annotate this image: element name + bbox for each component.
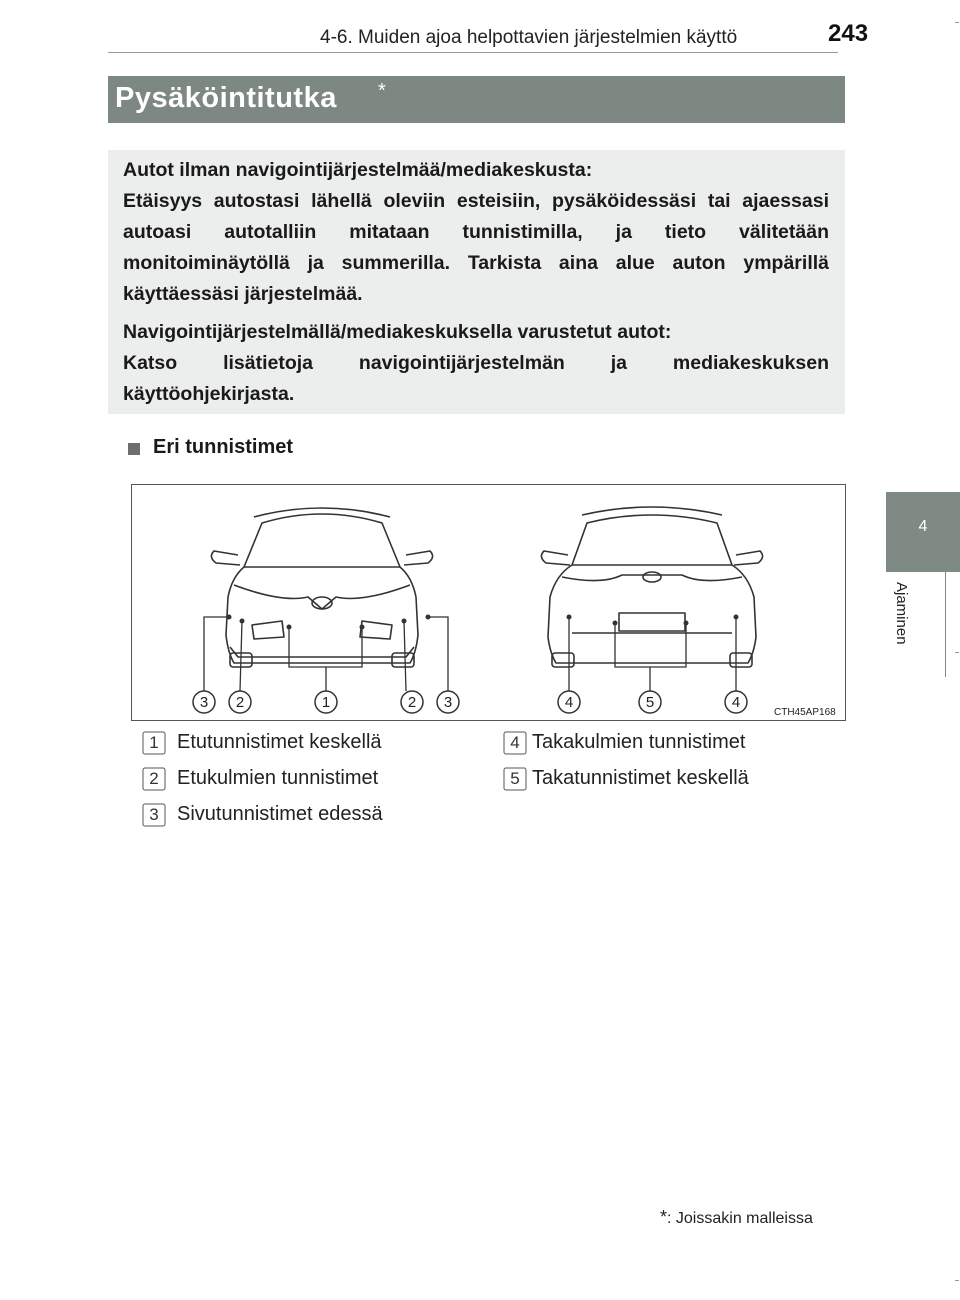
- legend-num-4: 4: [503, 731, 527, 755]
- section-title: 4-6. Muiden ajoa helpottavien järjestelmien käyttö: [320, 27, 738, 48]
- header-divider: [108, 52, 838, 53]
- sensor-dot: [402, 619, 407, 624]
- front-wheel-right: [392, 653, 414, 667]
- margin-tick: [955, 1280, 959, 1281]
- legend-text-1: Etutunnistimet keskellä: [177, 731, 382, 753]
- legend-num-5: 5: [503, 767, 527, 791]
- margin-tick: [955, 22, 959, 23]
- front-windshield: [244, 514, 400, 567]
- sensor-dot: [240, 619, 245, 624]
- leader-front-side-left: [204, 617, 229, 691]
- legend-text-2: Etukulmien tunnistimet: [177, 767, 379, 789]
- title-footnote-marker: *: [378, 80, 386, 102]
- footnote-text: : Joissakin malleissa: [667, 1210, 813, 1227]
- rear-wheel-right: [730, 653, 752, 667]
- callout-rear-corner-right: 4: [731, 694, 741, 711]
- info-paragraph-1-heading: Autot ilman navigointijärjestelmää/mediakeskusta:: [123, 159, 593, 181]
- front-lower-grille: [230, 647, 414, 657]
- page-title: Pysäköintitutka: [115, 82, 337, 114]
- info-paragraph-1: [123, 155, 829, 310]
- rear-mirror-right: [734, 551, 763, 565]
- chapter-tab-line: [945, 572, 946, 677]
- sensor-dot: [613, 621, 618, 626]
- front-body: [226, 567, 418, 663]
- leader-front-side-right: [428, 617, 448, 691]
- info-paragraph-2-body: Katso lisätietoja navigointijärjestelmän ja mediakeskuksen käyttöohjekirjasta.: [123, 352, 829, 405]
- footnote: [660, 1207, 813, 1228]
- sensor-dot: [426, 615, 431, 620]
- sub-heading: Eri tunnistimet: [153, 436, 294, 458]
- leader-front-corner-left: [240, 621, 242, 691]
- leader-front-center-bracket: [289, 627, 362, 667]
- figure-code: CTH45AP168: [774, 707, 836, 718]
- sensor-dot: [287, 625, 292, 630]
- sensor-dot: [567, 615, 572, 620]
- rear-emblem: [643, 572, 661, 582]
- info-paragraph-1-body: Etäisyys autostasi lähellä oleviin esteisiin, pysäköidessäsi tai ajaessasi autoasi autotalliin mitataan tunnistimilla, ja tieto välitetään monitoiminäytöllä ja summerilla. Tarkista aina alue auton ympärillä käyttäessäsi järjestelmää.: [123, 190, 829, 305]
- sensor-dot: [227, 615, 232, 620]
- front-foglight-left: [252, 621, 284, 639]
- square-bullet-icon: [128, 443, 140, 455]
- front-roof: [254, 508, 390, 517]
- legend-text-3: Sivutunnistimet edessä: [177, 803, 383, 825]
- legend-num-1: 1: [142, 731, 166, 755]
- legend-text-5: Takatunnistimet keskellä: [532, 767, 749, 789]
- chapter-number: 4: [918, 518, 928, 535]
- leader-rear-center-bracket: [615, 623, 686, 667]
- sensor-dot: [684, 621, 689, 626]
- callout-rear-corner-left: 4: [564, 694, 574, 711]
- rear-roof: [582, 507, 722, 515]
- front-mirror-right: [404, 551, 433, 565]
- front-mirror-left: [211, 551, 240, 565]
- car-sensor-illustration: [132, 485, 845, 720]
- callout-rear-center: 5: [645, 694, 655, 711]
- margin-tick: [955, 652, 959, 653]
- rear-mirror-left: [541, 551, 570, 565]
- callout-front-center: 1: [321, 694, 331, 711]
- legend-text-4: Takakulmien tunnistimet: [532, 731, 746, 753]
- sensor-figure: [131, 484, 846, 721]
- callout-front-corner-right: 2: [407, 694, 417, 711]
- callout-front-side-left: 3: [199, 694, 209, 711]
- footnote-marker: *: [660, 1207, 668, 1227]
- rear-taillight-line: [562, 575, 742, 581]
- sensor-dot: [734, 615, 739, 620]
- rear-wheel-left: [552, 653, 574, 667]
- info-paragraph-2-heading: Navigointijärjestelmällä/mediakeskuksella varustetut autot:: [123, 321, 672, 343]
- legend-num-3: 3: [142, 803, 166, 827]
- chapter-label-wrap: [888, 582, 932, 692]
- rear-license-plate: [619, 613, 685, 631]
- chapter-label: Ajaminen: [893, 582, 910, 645]
- callout-front-side-right: 3: [443, 694, 453, 711]
- legend-num-2: 2: [142, 767, 166, 791]
- info-paragraph-2: [123, 317, 829, 410]
- front-foglight-right: [360, 621, 392, 639]
- rear-window: [572, 515, 732, 565]
- callout-front-corner-left: 2: [235, 694, 245, 711]
- page-number: 243: [828, 20, 869, 47]
- leader-front-corner-right: [404, 621, 406, 691]
- sensor-dot: [360, 625, 365, 630]
